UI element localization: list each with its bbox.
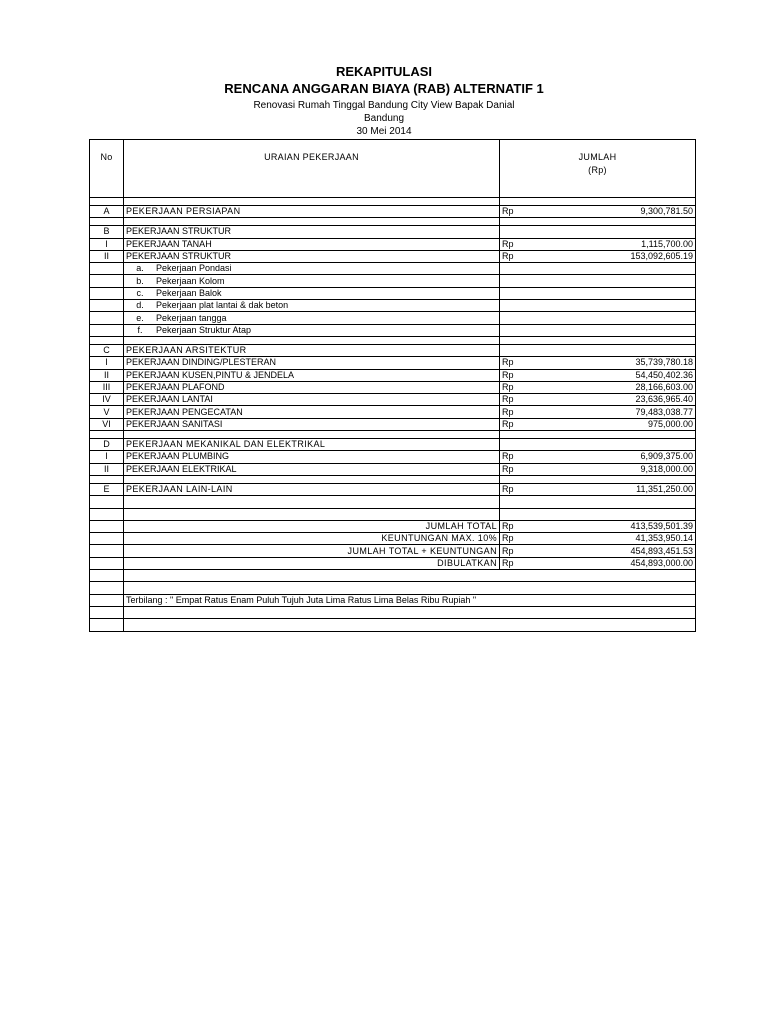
- row-no: VI: [90, 418, 124, 430]
- total-label: JUMLAH TOTAL + KEUNTUNGAN: [124, 545, 500, 557]
- table-row: [90, 357, 696, 369]
- total-amount: 454,893,000.00: [522, 557, 696, 569]
- row-no: B: [90, 226, 124, 238]
- row-no: I: [90, 357, 124, 369]
- empty-row: [90, 570, 696, 582]
- total-row: [90, 520, 696, 532]
- total-amount: 41,353,950.14: [522, 533, 696, 545]
- row-desc: PEKERJAAN PLAFOND: [124, 381, 500, 393]
- sub-item: [124, 263, 500, 275]
- row-desc: PEKERJAAN LAIN-LAIN: [124, 483, 500, 495]
- row-desc: PEKERJAAN STRUKTUR: [124, 226, 500, 238]
- total-amount: 454,893,451.53: [522, 545, 696, 557]
- row-currency: Rp: [500, 451, 522, 463]
- table-row: [90, 463, 696, 475]
- sub-item: [124, 300, 500, 312]
- row-desc: PEKERJAAN SANITASI: [124, 418, 500, 430]
- row-desc: PEKERJAAN STRUKTUR: [124, 250, 500, 262]
- sub-item: [124, 324, 500, 336]
- row-amount: 6,909,375.00: [522, 451, 696, 463]
- row-currency: Rp: [500, 357, 522, 369]
- table-row: [90, 451, 696, 463]
- row-no: A: [90, 206, 124, 218]
- row-no: II: [90, 463, 124, 475]
- header-no: No: [90, 140, 124, 198]
- row-no: I: [90, 238, 124, 250]
- sub-desc: Pekerjaan Struktur Atap: [156, 324, 252, 335]
- terbilang-text: Terbilang : " Empat Ratus Enam Puluh Tujuh Juta Lima Ratus Lima Belas Ribu Rupiah ": [124, 594, 696, 606]
- row-currency: Rp: [500, 483, 522, 495]
- rab-recap-table: [89, 139, 696, 632]
- sub-letter: b.: [136, 275, 144, 286]
- row-no: I: [90, 451, 124, 463]
- row-currency: Rp: [500, 533, 522, 545]
- row-no: E: [90, 483, 124, 495]
- row-currency: Rp: [500, 394, 522, 406]
- row-amount: 54,450,402.36: [522, 369, 696, 381]
- sub-row: [90, 300, 696, 312]
- sub-letter: c.: [136, 287, 144, 298]
- sub-desc: Pekerjaan plat lantai & dak beton: [156, 300, 289, 311]
- sub-desc: Pekerjaan Balok: [156, 287, 222, 298]
- table-row: [90, 206, 696, 218]
- row-desc: PEKERJAAN ARSITEKTUR: [124, 344, 500, 356]
- sub-item: [124, 287, 500, 299]
- row-desc: PEKERJAAN LANTAI: [124, 394, 500, 406]
- row-desc: PEKERJAAN MEKANIKAL DAN ELEKTRIKAL: [124, 439, 500, 451]
- row-amount: 9,300,781.50: [522, 206, 696, 218]
- row-desc: PEKERJAAN PERSIAPAN: [124, 206, 500, 218]
- row-currency: Rp: [500, 418, 522, 430]
- empty-row: [90, 582, 696, 594]
- row-no: V: [90, 406, 124, 418]
- row-currency: Rp: [500, 463, 522, 475]
- document-title: REKAPITULASI: [335, 64, 433, 79]
- row-desc: PEKERJAAN DINDING/PLESTERAN: [124, 357, 500, 369]
- total-label: JUMLAH TOTAL: [124, 520, 500, 532]
- total-label: DIBULATKAN: [124, 557, 500, 569]
- row-no: IV: [90, 394, 124, 406]
- header-amount: [500, 140, 696, 198]
- row-desc: PEKERJAAN KUSEN,PINTU & JENDELA: [124, 369, 500, 381]
- sub-item: [124, 275, 500, 287]
- row-amount: 28,166,603.00: [522, 381, 696, 393]
- row-no: II: [90, 250, 124, 262]
- spacer-row: [90, 336, 696, 344]
- table-row: [90, 226, 696, 238]
- row-amount: 975,000.00: [522, 418, 696, 430]
- table-row: [90, 406, 696, 418]
- document-subtitle: RENCANA ANGGARAN BIAYA (RAB) ALTERNATIF 1: [224, 81, 544, 96]
- row-currency: Rp: [500, 545, 522, 557]
- row-currency: Rp: [500, 406, 522, 418]
- row-amount: 9,318,000.00: [522, 463, 696, 475]
- row-no: C: [90, 344, 124, 356]
- table-row: [90, 381, 696, 393]
- sub-item: [124, 312, 500, 324]
- row-desc: PEKERJAAN PENGECATAN: [124, 406, 500, 418]
- sub-row: [90, 324, 696, 336]
- sub-desc: Pekerjaan Pondasi: [156, 263, 232, 274]
- sub-letter: f.: [137, 324, 143, 335]
- sub-desc: Pekerjaan tangga: [156, 312, 227, 323]
- sub-row: [90, 263, 696, 275]
- sub-letter: a.: [136, 263, 144, 274]
- row-currency: Rp: [500, 520, 522, 532]
- sub-row: [90, 312, 696, 324]
- spacer-row: [90, 431, 696, 439]
- row-amount: 11,351,250.00: [522, 483, 696, 495]
- row-desc: PEKERJAAN TANAH: [124, 238, 500, 250]
- row-amount: 153,092,605.19: [522, 250, 696, 262]
- header-amount-unit: (Rp): [588, 165, 607, 175]
- row-currency: Rp: [500, 206, 522, 218]
- table-row: [90, 369, 696, 381]
- table-header-row: [90, 140, 696, 198]
- row-amount: 1,115,700.00: [522, 238, 696, 250]
- row-currency: Rp: [500, 381, 522, 393]
- table-row: [90, 238, 696, 250]
- table-row: [90, 418, 696, 430]
- empty-row: [90, 606, 696, 618]
- table-row: [90, 344, 696, 356]
- row-currency: Rp: [500, 238, 522, 250]
- header-amount-label: JUMLAH: [578, 152, 617, 162]
- total-label: KEUNTUNGAN MAX. 10%: [124, 533, 500, 545]
- spacer-row: [90, 218, 696, 226]
- sub-desc: Pekerjaan Kolom: [156, 275, 225, 286]
- empty-row: [90, 619, 696, 631]
- table-row: [90, 483, 696, 495]
- row-amount: 35,739,780.18: [522, 357, 696, 369]
- total-row: [90, 533, 696, 545]
- row-currency: Rp: [500, 369, 522, 381]
- empty-row: [90, 496, 696, 508]
- header-description: URAIAN PEKERJAAN: [124, 140, 500, 198]
- document-date: 30 Mei 2014: [356, 126, 412, 137]
- table-row: [90, 394, 696, 406]
- sub-row: [90, 287, 696, 299]
- row-no: D: [90, 439, 124, 451]
- project-name: Renovasi Rumah Tinggal Bandung City View Bapak Danial: [253, 100, 515, 111]
- total-row: [90, 545, 696, 557]
- row-amount: 79,483,038.77: [522, 406, 696, 418]
- sub-letter: e.: [136, 312, 144, 323]
- terbilang-row: [90, 594, 696, 606]
- spacer-row: [90, 198, 696, 206]
- sub-row: [90, 275, 696, 287]
- spacer-row: [90, 475, 696, 483]
- row-currency: Rp: [500, 557, 522, 569]
- table-row: [90, 439, 696, 451]
- row-amount: 23,636,965.40: [522, 394, 696, 406]
- sub-letter: d.: [136, 300, 144, 311]
- row-no: III: [90, 381, 124, 393]
- row-desc: PEKERJAAN PLUMBING: [124, 451, 500, 463]
- row-no: II: [90, 369, 124, 381]
- table-row: [90, 250, 696, 262]
- project-location: Bandung: [363, 113, 405, 124]
- total-amount: 413,539,501.39: [522, 520, 696, 532]
- row-currency: Rp: [500, 250, 522, 262]
- total-row: [90, 557, 696, 569]
- empty-row: [90, 508, 696, 520]
- row-desc: PEKERJAAN ELEKTRIKAL: [124, 463, 500, 475]
